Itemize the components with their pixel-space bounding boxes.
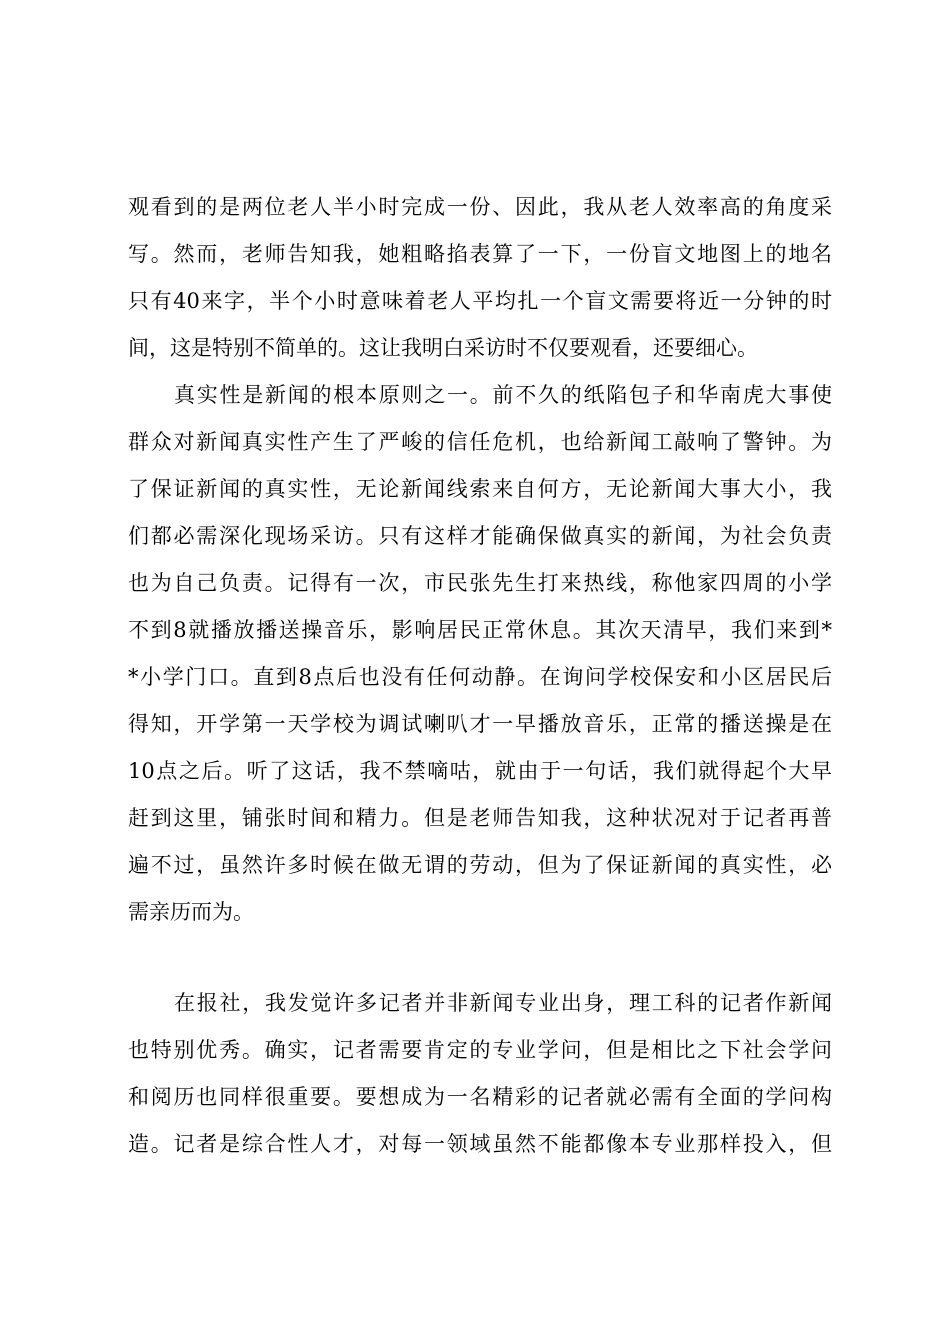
text-line: 群众对新闻真实性产生了严峻的信任危机，也给新闻工敲响了警钟。为: [128, 430, 832, 454]
text-line: 间，这是特别不简单的。这让我明白采访时不仅要观看，还要细心。: [128, 336, 758, 360]
text-line: 和阅历也同样很重要。要想成为一名精彩的记者就必需有全面的学问构: [128, 1085, 832, 1109]
text-line: 也为自己负责。记得有一次，市民张先生打来热线，称他家四周的小学: [128, 571, 832, 595]
text-line: 们都必需深化现场采访。只有这样才能确保做真实的新闻，为社会负责: [128, 524, 832, 548]
text-line: 写。然而，老师告知我，她粗略掐表算了一下，一份盲文地图上的地名: [128, 242, 832, 266]
text-line: 10点之后。听了这话，我不禁嘀咕，就由于一句话，我们就得起个大早: [128, 759, 832, 783]
text-line: 得知，开学第一天学校为调试喇叭才一早播放音乐，正常的播送操是在: [128, 712, 832, 736]
text-line: 需亲历而为。: [128, 900, 254, 924]
text-line: 观看到的是两位老人半小时完成一份、因此，我从老人效率高的角度采: [128, 195, 832, 219]
text-line: 也特别优秀。确实，记者需要肯定的专业学问，但是相比之下社会学问: [128, 1038, 832, 1062]
paragraph-first-line: 在报社，我发觉许多记者并非新闻专业出身，理工科的记者作新闻: [174, 991, 832, 1015]
text-line: 了保证新闻的真实性，无论新闻线索来自何方，无论新闻大事大小，我: [128, 477, 832, 501]
text-line: 赶到这里，铺张时间和精力。但是老师告知我，这种状况对于记者再普: [128, 806, 832, 830]
text-line: 不到8就播放播送操音乐，影响居民正常休息。其次天清早，我们来到*: [128, 618, 832, 642]
text-line: 遍不过，虽然许多时候在做无谓的劳动，但为了保证新闻的真实性，必: [128, 853, 832, 877]
text-line: *小学门口。直到8点后也没有任何动静。在询问学校保安和小区居民后: [128, 665, 832, 689]
text-line: 只有40来字，半个小时意味着老人平均扎一个盲文需要将近一分钟的时: [128, 289, 832, 313]
paragraph-first-line: 真实性是新闻的根本原则之一。前不久的纸陷包子和华南虎大事使: [174, 383, 832, 407]
text-line: 造。记者是综合性人才，对每一领域虽然不能都像本专业那样投入，但: [128, 1132, 832, 1156]
